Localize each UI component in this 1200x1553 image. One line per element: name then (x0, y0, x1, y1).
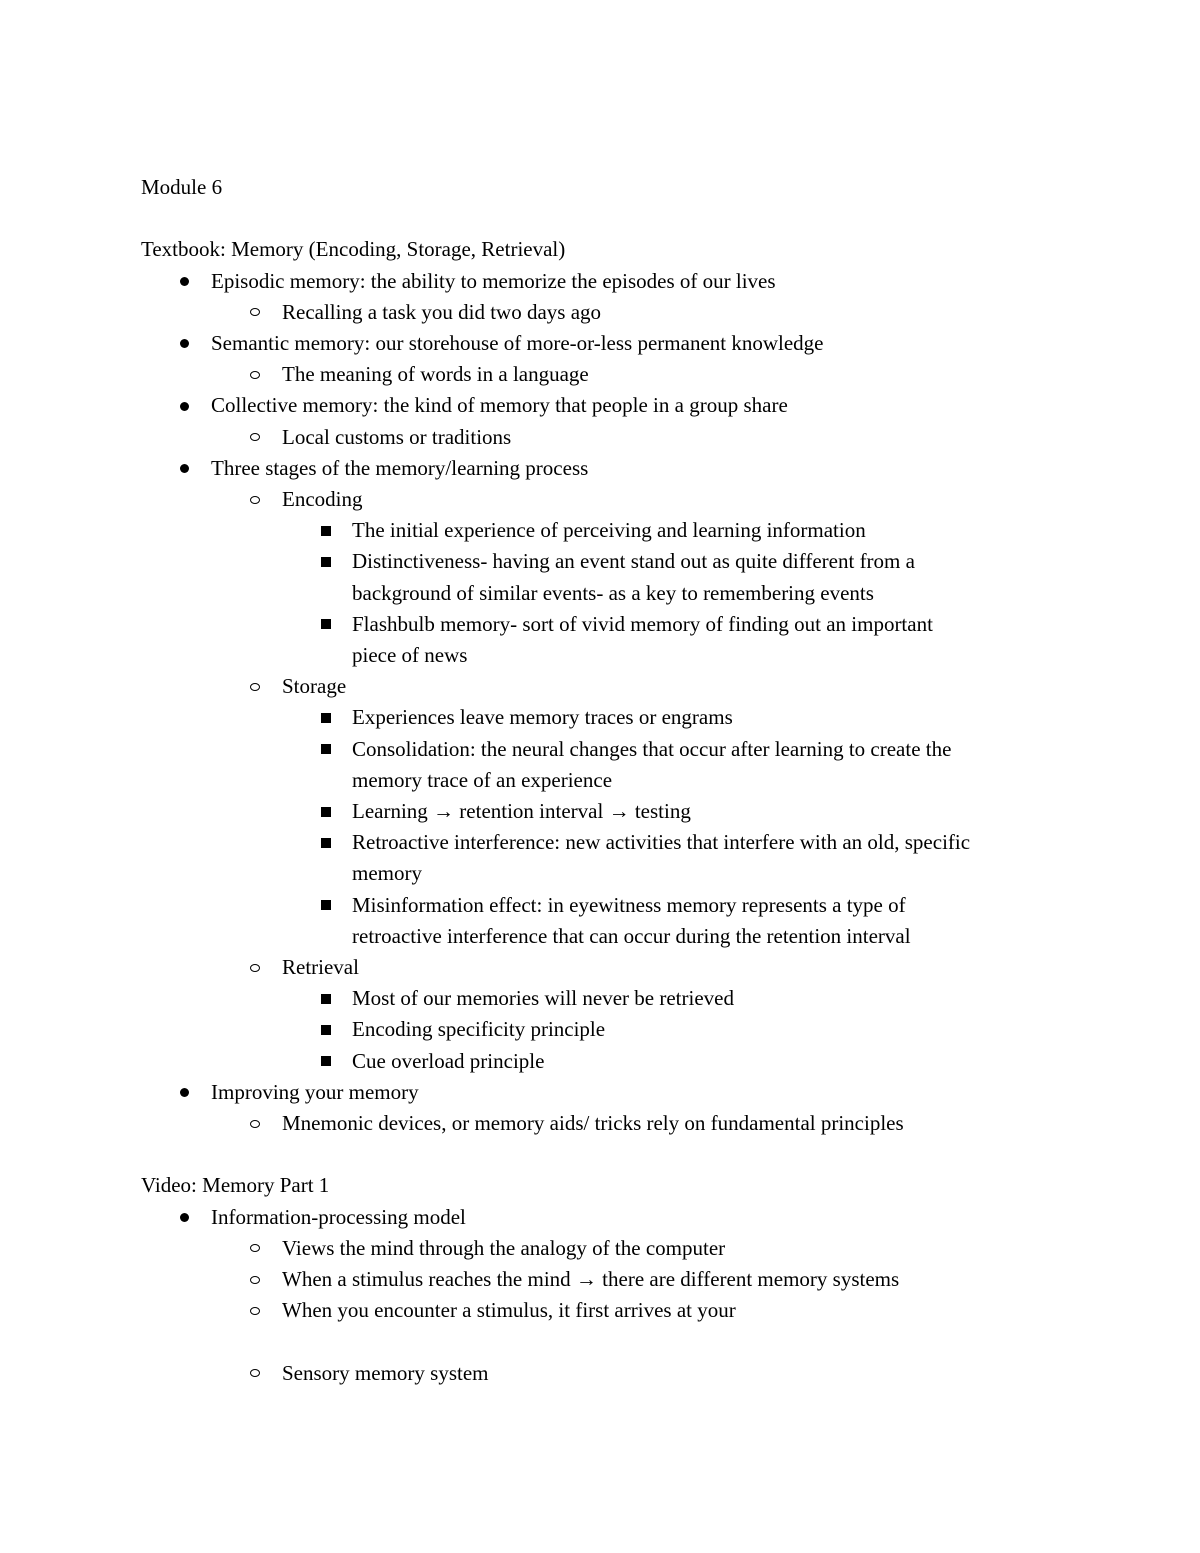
filled-circle-bullet-icon (174, 1202, 194, 1233)
list-item-text: piece of news (352, 643, 468, 668)
square-bullet-icon (316, 890, 336, 921)
list-item-storage (141, 671, 1081, 702)
list-item-text: Improving your memory (211, 1079, 419, 1104)
list-item-storage-1 (141, 702, 1081, 733)
list-item-video-1 (141, 1233, 1081, 1264)
list-item-continuation (141, 765, 1081, 796)
textbook-heading: Textbook: Memory (Encoding, Storage, Retrieval) (141, 237, 566, 262)
filled-circle-bullet-icon (174, 1077, 194, 1108)
hollow-circle-bullet-icon (245, 952, 265, 983)
list-item-text: Cue overload principle (352, 1048, 545, 1073)
list-item-text: retroactive interference that can occur during the retention interval (352, 923, 911, 948)
list-item-retrieval (141, 952, 1081, 983)
list-item-improving-example (141, 1108, 1081, 1139)
filled-circle-bullet-icon (174, 453, 194, 484)
list-item-text: Encoding (282, 487, 363, 512)
hollow-circle-bullet-icon (245, 359, 265, 390)
list-item-text: Episodic memory: the ability to memorize the episodes of our lives (211, 268, 776, 293)
list-item-encoding-1 (141, 515, 1081, 546)
list-item-text: When a stimulus reaches the mind → there are different memory systems (282, 1267, 900, 1292)
list-item-text: Views the mind through the analogy of the computer (282, 1235, 726, 1260)
spacer (141, 1326, 1081, 1357)
list-item-episodic (141, 266, 1081, 297)
list-item-encoding-2 (141, 546, 1081, 577)
square-bullet-icon (316, 1014, 336, 1045)
list-item-text: Most of our memories will never be retrieved (352, 986, 734, 1011)
list-item-continuation (141, 858, 1081, 889)
square-bullet-icon (316, 546, 336, 577)
list-item-collective (141, 390, 1081, 421)
list-item-text: memory (352, 861, 422, 886)
list-item-text: When you encounter a stimulus, it first arrives at your (282, 1298, 736, 1323)
hollow-circle-bullet-icon (245, 1233, 265, 1264)
hollow-circle-bullet-icon (245, 1295, 265, 1326)
list-item-text: Storage (282, 674, 347, 699)
list-item-encoding (141, 484, 1081, 515)
list-item-text: Flashbulb memory- sort of vivid memory of finding out an important (352, 611, 933, 636)
list-item-text: Consolidation: the neural changes that occur after learning to create the (352, 736, 952, 761)
list-item-continuation (141, 921, 1081, 952)
list-item-episodic-example (141, 297, 1081, 328)
square-bullet-icon (316, 702, 336, 733)
list-item-retrieval-2 (141, 1014, 1081, 1045)
list-item-storage-5 (141, 890, 1081, 921)
list-item-video-2 (141, 1264, 1081, 1295)
list-item-text: Distinctiveness- having an event stand out as quite different from a (352, 549, 915, 574)
list-item-text: Misinformation effect: in eyewitness memory represents a type of (352, 892, 906, 917)
list-item-storage-3 (141, 796, 1081, 827)
list-item-video-3 (141, 1295, 1081, 1326)
list-item-text: The initial experience of perceiving and learning information (352, 518, 866, 543)
square-bullet-icon (316, 515, 336, 546)
list-item-text: Mnemonic devices, or memory aids/ tricks rely on fundamental principles (282, 1111, 904, 1136)
hollow-circle-bullet-icon (245, 484, 265, 515)
hollow-circle-bullet-icon (245, 1358, 265, 1389)
list-item-video-4 (141, 1358, 1081, 1389)
list-item-text: Encoding specificity principle (352, 1017, 606, 1042)
list-item-semantic-example (141, 359, 1081, 390)
list-item-text: Retroactive interference: new activities that interfere with an old, specific (352, 830, 971, 855)
square-bullet-icon (316, 1046, 336, 1077)
list-item-text: Three stages of the memory/learning process (211, 455, 589, 480)
list-item-encoding-3 (141, 609, 1081, 640)
video-heading: Video: Memory Part 1 (141, 1173, 330, 1198)
hollow-circle-bullet-icon (245, 1108, 265, 1139)
square-bullet-icon (316, 983, 336, 1014)
list-item-text: Local customs or traditions (282, 424, 512, 449)
notes-body (141, 172, 1081, 1389)
list-item-text: Experiences leave memory traces or engrams (352, 705, 733, 730)
list-item-model (141, 1202, 1081, 1233)
list-item-storage-2 (141, 734, 1081, 765)
hollow-circle-bullet-icon (245, 1264, 265, 1295)
spacer (141, 1139, 1081, 1170)
list-item-text: memory trace of an experience (352, 767, 613, 792)
list-item-text: background of similar events- as a key to remembering events (352, 580, 874, 605)
list-item-collective-example (141, 422, 1081, 453)
list-item-text: Semantic memory: our storehouse of more-or-less permanent knowledge (211, 331, 824, 355)
list-item-text: The meaning of words in a language (282, 362, 589, 387)
list-item-text: Learning → retention interval → testing (352, 799, 691, 824)
hollow-circle-bullet-icon (245, 671, 265, 702)
filled-circle-bullet-icon (174, 390, 194, 421)
list-item-text: Retrieval (282, 955, 359, 980)
list-item-retrieval-3 (141, 1046, 1081, 1077)
filled-circle-bullet-icon (174, 266, 194, 297)
list-item-continuation (141, 640, 1081, 671)
module-title: Module 6 (141, 175, 223, 199)
spacer (141, 203, 1081, 234)
square-bullet-icon (316, 827, 336, 858)
list-item-text: Sensory memory system (282, 1360, 489, 1385)
list-item-text: Information-processing model (211, 1204, 466, 1229)
list-item-stages (141, 453, 1081, 484)
square-bullet-icon (316, 609, 336, 640)
filled-circle-bullet-icon (174, 328, 194, 359)
list-item-retrieval-1 (141, 983, 1081, 1014)
list-item-text: Recalling a task you did two days ago (282, 299, 602, 324)
list-item-semantic (141, 328, 1081, 359)
list-item-text: Collective memory: the kind of memory that people in a group share (211, 393, 788, 418)
list-item-storage-4 (141, 827, 1081, 858)
square-bullet-icon (316, 796, 336, 827)
square-bullet-icon (316, 734, 336, 765)
hollow-circle-bullet-icon (245, 422, 265, 453)
list-item-improving (141, 1077, 1081, 1108)
hollow-circle-bullet-icon (245, 297, 265, 328)
list-item-continuation (141, 578, 1081, 609)
